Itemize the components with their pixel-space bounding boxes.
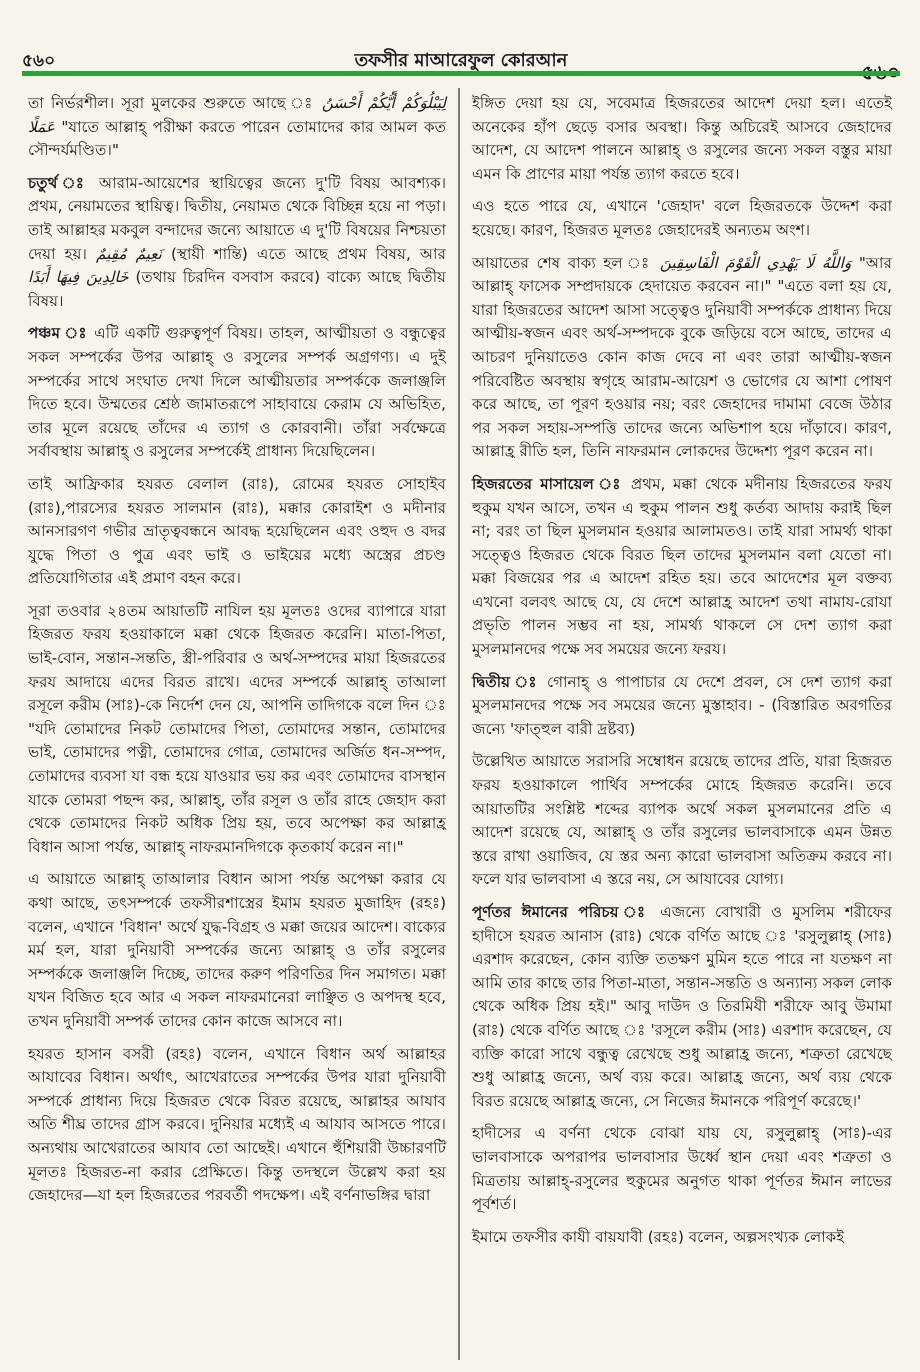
column-divider	[458, 88, 460, 1360]
section-heading: চতুর্থ ঃ	[28, 173, 90, 192]
paragraph: এ আয়াতে আল্লাহ্ তাআলার বিধান আসা পর্যন্ত অপেক্ষা করার যে কথা আছে, তৎসম্পর্কে তফসীরশাস্ত্রের ইমাম হযরত মুজাহিদ (রহঃ) বলেন, এখানে 'বিধান' অর্থে যুদ্ধ-বিগ্রহ ও মক্কা জয়ের আদেশ। বাক্যের মর্ম হল, যারা দুনিয়াবী সম্পর্কের জন্যে আল্লাহ্ ও তাঁর রসুলের সম্পর্ককে জলাঞ্জলি দিচ্ছে, তাদের করুণ পরিণতির দিন সমাগত। মক্কা যখন বিজিত হবে আর এ সকল নাফরমানেরা লাঞ্ছিত ও অপদস্থ হবে, তখন দুনিয়াবী সম্পর্ক তাদের কোন কাজে আসবে না।	[28, 870, 446, 1030]
paragraph: হযরত হাসান বসরী (রহঃ) বলেন, এখানে বিধান অর্থ আল্লাহর আযাবের বিধান। অর্থাৎ, আখেরাতের সম্পর্কের উপর যারা দুনিয়াবী সম্পর্কে প্রাধান্য দিয়ে হিজরত থেকে বিরত রয়েছে, আল্লাহর আযাব অতি শীঘ্র তাদের গ্রাস করবে। দুনিয়ার মধ্যেই এ আযাব আসতে পারে। অন্যথায় আখেরাতের আযাব তো আছেই। এখানে হুঁশিয়ারী উচ্চারণটি মূলতঃ হিজরত-না করার প্রেক্ষিতে। কিন্তু তদস্থলে উল্লেখ করা হয় জেহাদের—যা হল হিজরতের পরবর্তী পদক্ষেপ। এই বর্ণনাভঙ্গির দ্বারা	[28, 1044, 446, 1205]
section-heading: পঞ্চম ঃ	[28, 324, 88, 343]
paragraph: ইঙ্গিত দেয়া হয় যে, সবেমাত্র হিজরতের আদেশ দেয়া হল। এতেই অনেকের হাঁপ ছেড়ে বসার অবস্থা। কিন্তু অচিরেই আসবে জেহাদের আদেশ, যে আদেশ পালনে আল্লাহ্ ও রসুলের জন্যে সকল বস্তুর মায়া এমন কি প্রাণের মায়া পর্যন্ত ত্যাগ করতে হবে।	[472, 94, 892, 183]
page-header	[22, 40, 900, 70]
paragraph: হাদীসের এ বর্ণনা থেকে বোঝা যায় যে, রসুলুল্লাহ্ (সাঃ)-এর ভালবাসাকে অপরাপর ভালবাসার উর্ধ্বে স্থান দেয়া এবং শত্রুতা ও মিত্রতায় আল্লাহ্-রসুলের হুকুমের অনুগত থাকা পূর্ণতর ঈমান লাভের পূর্বশর্ত।	[472, 1124, 892, 1214]
page-number-left: ৫৬০	[22, 51, 56, 71]
paragraph: পঞ্চম ঃ এটি একটি গুরুত্বপূর্ণ বিষয়। তাহল, আত্মীয়তা ও বন্ধুত্বের সকল সম্পর্কের উপর আল্লাহ্ ও রসুলের সম্পর্ক অগ্রগণ্য। এ দুই সম্পর্কের সাথে সংঘাত দেখা দিলে আত্মীয়তার সম্পর্ককে জলাঞ্জলি দিতে হবে। উম্মতের শ্রেষ্ঠ জামাতরূপে সাহাবায়ে কেরাম যে অভিহিত, তার মূলে রয়েছে তাঁদের এ ত্যাগ ও কোরবানী। তাঁরা সর্বক্ষেত্রে সর্বাবস্থায় আল্লাহ্ ও রসুলের সম্পর্কেই প্রাধান্য দিয়েছিলেন।	[28, 324, 447, 461]
paragraph: সূরা তওবার ২৪তম আয়াতটি নাযিল হয় মূলতঃ ওদের ব্যাপারে যারা হিজরত ফরয হওয়াকালে মক্কা থেকে হিজরত করেনি। মাতা-পিতা, ভাই-বোন, সন্তান-সন্ততি, স্ত্রী-পরিবার ও অর্থ-সম্পদের মায়া হিজরতের ফরয আদায়ে এদের বিরত রাখে। এদের সম্পর্কে আল্লাহ্ তাআলা রসূলে করীম (সাঃ)-কে নির্দেশ দেন যে, আপনি তাদিগকে বলে দিন ঃ "যদি তোমাদের নিকট তোমাদের পিতা, তোমাদের সন্তান, তোমাদের ভাই, তোমাদের পত্নী, তোমাদের গোত্র, তোমাদের অর্জিত ধন-সম্পদ, তোমাদের ব্যবসা যা বন্ধ হয়ে যাওয়ার ভয় কর এবং তোমাদের বাসস্থান যাকে তোমরা পছন্দ কর, আল্লাহ্, তাঁর রসূল ও তাঁর রাহে জেহাদ করা থেকে তোমাদের নিকট অধিক প্রিয় হয়, তবে অপেক্ষা কর আল্লাহ্র বিধান আসা পর্যন্ত, আল্লাহ্ নাফরমানদিগকে কৃতকার্য করেন না।"	[28, 601, 446, 856]
header-rule	[22, 71, 900, 76]
section-heading: হিজরতের মাসায়েল ঃ	[472, 474, 624, 493]
paragraph: তাই আফ্রিকার হযরত বেলাল (রাঃ), রোমের হযরত সোহাইব (রাঃ),পারস্যের হযরত সালমান (রাঃ), মক্কার কোরাইশ ও মদীনার আনসারগণ গভীর ভ্রাতৃত্ববন্ধনে আবদ্ধ হয়েছিলেন এবং ওহুদ ও বদর যুদ্ধে পিতা ও পুত্র এবং ভাই ও ভাইয়ের মধ্যে অস্ত্রের প্রচণ্ড প্রতিযোগিতার এই প্রমাণ বহন করে।	[28, 474, 446, 588]
paragraph: উল্লেখিত আয়াতে সরাসরি সম্বোধন রয়েছে তাদের প্রতি, যারা হিজরত ফরয হওয়াকালে পার্থিব সম্পর্কের মোহে হিজরত করেনি। তবে আয়াতটির সংশ্লিষ্ট শব্দের ব্যাপক অর্থে সকল মুসলমানের প্রতি এ আদেশ রয়েছে যে, আল্লাহ্ ও তাঁর রসুলের ভালবাসাকে এমন উন্নত স্তরে রাখা ওয়াজিব, যে স্তর অন্য কারো ভালবাসা অতিক্রম করবে না। ফলে যার ভালবাসা এ স্তরে নয়, সে আযাবের যোগ্য।	[472, 752, 892, 889]
arabic-verse: نَعِيمٌ مُقِيمٌ	[96, 244, 162, 263]
arabic-verse: لِيَبْلُوَكُمْ أَيُّكُمْ أَحْسَنُ عَمَلًا	[28, 94, 446, 136]
paragraph: দ্বিতীয় ঃ গোনাহ্ ও পাপাচার যে দেশে প্রবল, সে দেশ ত্যাগ করা মুসলমানদের পক্ষে সব সময়ের জন্যে মুস্তাহাব। - (বিস্তারিত অবগতির জন্যে 'ফাত্হুল বারী দ্রষ্টব্য)	[472, 672, 892, 738]
running-title: তফসীর মাআরেফুল কোরআন	[354, 50, 568, 71]
arabic-verse: وَاللَّهُ لَا يَهْدِي الْقَوْمَ الْفَاسِقِينَ	[659, 253, 852, 272]
paragraph: তা নির্ভরশীল। সূরা মুলকের শুরুতে আছে ঃ لِيَبْلُوَكُمْ أَيُّكُمْ أَحْسَنُ عَمَلًا "যাতে আল্লাহ্ পরীক্ষা করতে পারেন তোমাদের কার আমল কত সৌন্দর্যমণ্ডিত।"	[28, 94, 446, 160]
right-column	[472, 92, 892, 1249]
paragraph: এও হতে পারে যে, এখানে 'জেহাদ' বলে হিজরতকে উদ্দেশ করা হয়েছে। কারণ, হিজরত মূলতঃ জেহাদেরই অন্যতম অংশ।	[472, 197, 892, 239]
paragraph: চতুর্থ ঃ আরাম-আয়েশের স্থায়িত্বের জন্যে দু'টি বিষয় আবশ্যক। প্রথম, নেয়ামতের স্থায়িত্ব। দ্বিতীয়, নেয়ামত থেকে বিচ্ছিন্ন হয়ে না পড়া। তাই আল্লাহর মকবুল বন্দাদের জন্যে আয়াতে এ দু'টি বিষয়ের নিশ্চয়তা দেয়া হয়। نَعِيمٌ مُقِيمٌ (স্থায়ী শান্তি) এতে আছে প্রথম বিষয়, আর خَالِدِينَ فِيهَا أَبَدًا (তথায় চিরদিন বসবাস করবে) বাক্যে আছে দ্বিতীয় বিষয়।	[28, 173, 446, 310]
section-heading: পূর্ণতর ঈমানের পরিচয় ঃ	[472, 903, 651, 921]
arabic-verse: خَالِدِينَ فِيهَا أَبَدًا	[28, 268, 129, 287]
paragraph: আয়াতের শেষ বাক্য হল ঃ وَاللَّهُ لَا يَهْدِي الْقَوْمَ الْفَاسِقِينَ "আর আল্লাহ্ ফাসেক সম্প্রদায়কে হেদায়েত করবেন না।" "এতে বলা হয় যে, যারা হিজরতের আদেশ আসা সত্ত্বেও দুনিয়াবী সম্পর্ককে প্রাধান্য দিয়ে আত্মীয়-স্বজন এবং অর্থ-সম্পদকে বুকে জড়িয়ে বসে আছে, তাদের এ আচরণ দুনিয়াতেও কোন কাজ দেবে না এবং তারা আত্মীয়-স্বজন পরিবেষ্টিত অবস্থায় স্বগৃহে আরাম-আয়েশ ও ভোগের যে আশা পোষণ করে আছে, তা পূরণ হওয়ার নয়; বরং জেহাদের দামামা বেজে উঠার পর সকল সহায়-সম্পত্তি তাদের জন্যে অভিশাপ হয়ে দাঁড়াবে। কারণ, আল্লাহ্র রীতি হল, তিনি নাফরমান লোকদের উদ্দেশ্য পূরণ করেন না।	[472, 253, 892, 461]
paragraph: ইমামে তফসীর কাযী বায়যাবী (রহঃ) বলেন, অল্পসংখ্যক লোকই	[472, 1227, 845, 1246]
paragraph: পূর্ণতর ঈমানের পরিচয় ঃ এজন্যে বোখারী ও মুসলিম শরীফের হাদীসে হযরত আনাস (রাঃ) থেকে বর্ণিত আছে ঃ 'রসুলুল্লাহ্ (সাঃ) এরশাদ করেছেন, কোন ব্যক্তি ততক্ষণ মুমিন হতে পারে না যতক্ষণ না আমি তার কাছে তার পিতা-মাতা, সন্তান-সন্ততি ও অন্যান্য সকল লোক থেকে অধিক প্রিয় হই।" আবু দাউদ ও তিরমিযী শরীফে আবু উমামা (রাঃ) থেকে বর্ণিত আছে ঃ 'রসূলে করীম (সাঃ) এরশাদ করেছেন, যে ব্যক্তি কারো সাথে বন্ধুত্ব রেখেছে শুধু আল্লাহ্র জন্যে, শত্রুতা রেখেছে শুধু আল্লাহ্র জন্যে, অর্থ ব্যয় করে। আল্লাহ্র জন্যে, অর্থ ব্যয় থেকে বিরত রয়েছে আল্লাহ্র জন্যে, সে নিজের ঈমানকে পরিপূর্ণ করেছে।'	[472, 903, 893, 1110]
paragraph: হিজরতের মাসায়েল ঃ প্রথম, মক্কা থেকে মদীনায় হিজরতের ফরয হুকুম যখন আসে, তখন এ হুকুম পালন শুধু কর্তব্য আদায় করাই ছিল না; বরং তা ছিল মুসলমান হওয়ার আলামতও। তাই যারা সামর্থ্য থাকা সত্ত্বেও হিজরত থেকে বিরত ছিল তাদের মুসলমান বলা যেতো না। মক্কা বিজয়ের পর এ আদেশ রহিত হয়। তবে আদেশের মূল বক্তব্য এখনো বলবৎ আছে যে, যে দেশে আল্লাহ্র আদেশ তথা নামায-রোযা প্রভৃতি পালন সম্ভব না হয়, সামর্থ্য থাকলে সে দেশ ত্যাগ করা মুসলমানদের পক্ষে সব সময়ের জন্যে ফরয।	[472, 474, 892, 659]
section-heading: দ্বিতীয় ঃ	[472, 672, 540, 691]
left-column	[28, 92, 446, 1208]
